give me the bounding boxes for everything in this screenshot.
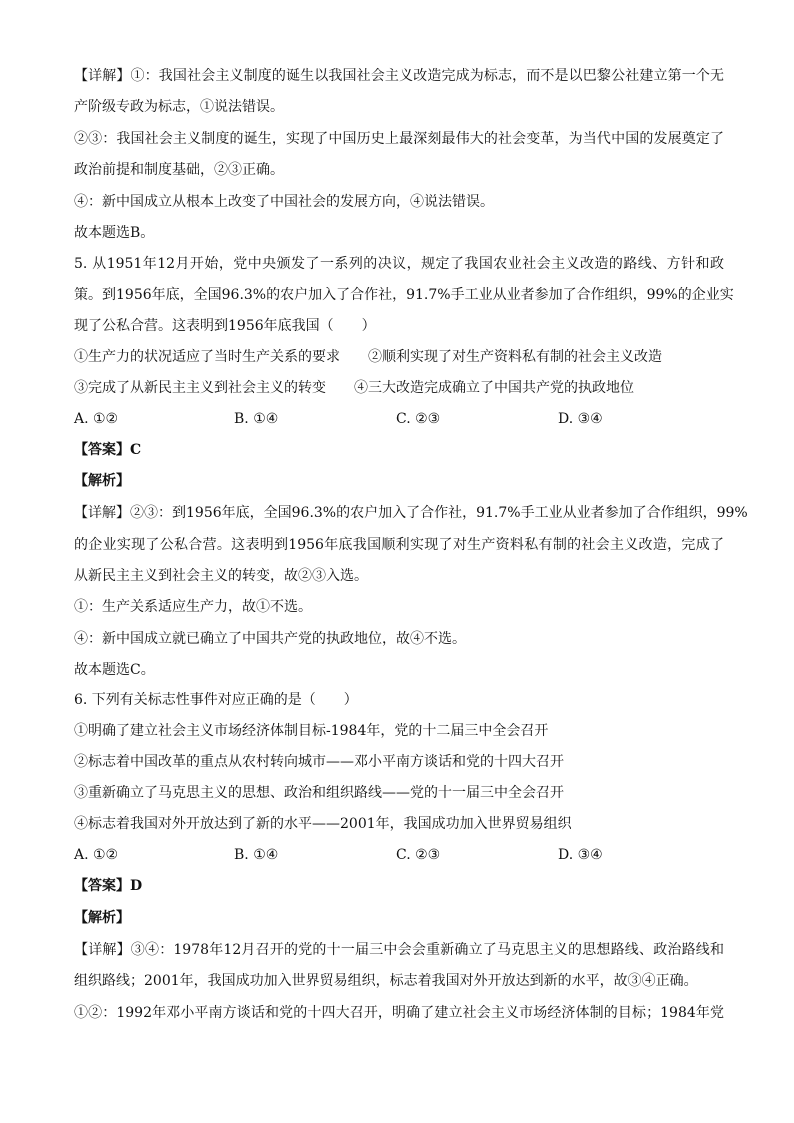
question-6-statements: ①明确了建立社会主义市场经济体制目标-1984年，党的十二届三中全会召开 [74,723,549,739]
text-line: ②③：我国社会主义制度的诞生，实现了中国历史上最深刻最伟大的社会变革，为当代中国的发展奠定了 [74,131,724,147]
option-c: C. ②③ [396,411,441,427]
option-a: A. ①② [74,411,119,427]
option-a: A. ①② [74,847,119,863]
text-line: 故本题选B。 [74,225,155,241]
answer-label: 【答案】C [74,442,142,458]
question-5-stem: 5. 从1951年12月开始，党中央颁发了一系列的决议，规定了我国农业社会主义改造的路线、方针和政 [74,256,724,272]
analysis-label: 【解析】 [74,910,130,926]
text-line: 【详解】②③：到1956年底，全国96.3%的农户加入了合作社，91.7%手工业从业者参加了合作组织，99% [74,505,748,521]
text-line: 故本题选C。 [74,662,155,678]
option-b: B. ①④ [234,411,279,427]
question-5-stem: 现了公私合营。这表明到1956年底我国（ ） [74,318,376,334]
text-line: ①：生产关系适应生产力，故①不选。 [74,599,312,615]
option-d: D. ③④ [558,411,603,427]
option-d: D. ③④ [558,847,603,863]
question-6-stem: 6. 下列有关标志性事件对应正确的是（ ） [74,692,358,708]
option-b: B. ①④ [234,847,279,863]
text-line: ④：新中国成立就已确立了中国共产党的执政地位，故④不选。 [74,631,466,647]
question-5-statements: ③完成了从新民主主义到社会主义的转变 ④三大改造完成确立了中国共产党的执政地位 [74,380,634,396]
text-line: 【详解】①：我国社会主义制度的诞生以我国社会主义改造完成为标志，而不是以巴黎公社建立第一个无 [74,68,724,84]
text-line: 政治前提和制度基础，②③正确。 [74,162,284,178]
text-line: 从新民主主义到社会主义的转变，故②③入选。 [74,568,368,584]
text-line: 组织路线；2001年，我国成功加入世界贸易组织，标志着我国对外开放达到新的水平，故③④正确。 [74,973,698,989]
analysis-label: 【解析】 [74,473,130,489]
option-c: C. ②③ [396,847,441,863]
question-5-stem: 策。到1956年底，全国96.3%的农户加入了合作社，91.7%手工业从业者参加了合作组织，99%的企业实 [74,287,734,303]
text-line: ①②：1992年邓小平南方谈话和党的十四大召开，明确了建立社会主义市场经济体制的目标；1984年党 [74,1005,724,1021]
answer-label: 【答案】D [74,878,143,894]
text-line: 【详解】③④：1978年12月召开的党的十一届三中会会重新确立了马克思主义的思想路线、政治路线和 [74,942,724,958]
text-line: 产阶级专政为标志，①说法错误。 [74,99,284,115]
question-6-statements: ④标志着我国对外开放达到了新的水平——2001年，我国成功加入世界贸易组织 [74,816,572,832]
text-line: 的企业实现了公私合营。这表明到1956年底我国顺利实现了对生产资料私有制的社会主义改造，完成了 [74,537,724,553]
question-5-statements: ①生产力的状况适应了当时生产关系的要求 ②顺利实现了对生产资料私有制的社会主义改造 [74,349,662,365]
question-6-statements: ②标志着中国改革的重点从农村转向城市——邓小平南方谈话和党的十四大召开 [74,754,564,770]
question-6-statements: ③重新确立了马克思主义的思想、政治和组织路线——党的十一届三中全会召开 [74,785,564,801]
text-line: ④：新中国成立从根本上改变了中国社会的发展方向，④说法错误。 [74,194,494,210]
